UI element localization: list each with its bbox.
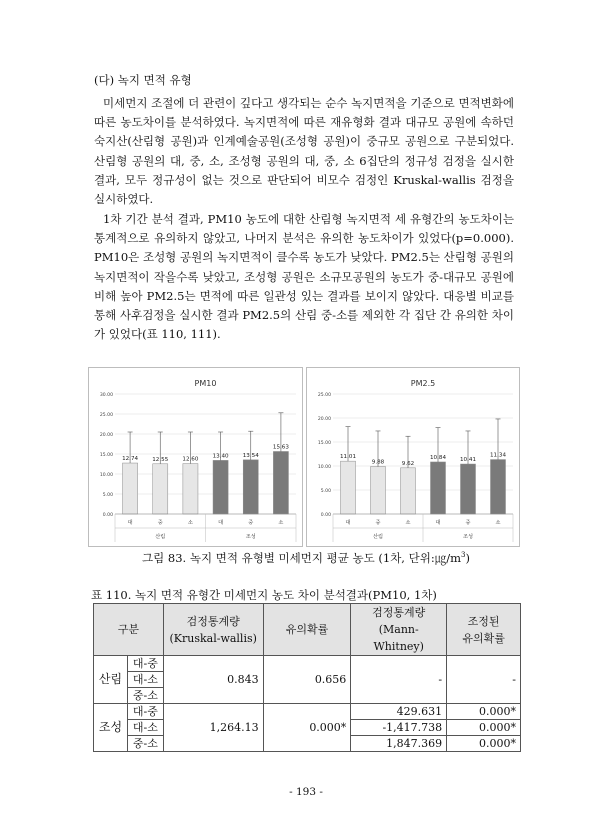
x-tick-label: 대 xyxy=(345,520,351,526)
data-label: 11.01 xyxy=(339,454,357,461)
pair-label: 중-소 xyxy=(127,736,163,752)
y-tick-label: 5.00 xyxy=(102,493,113,498)
adj-value: 0.000* xyxy=(447,720,521,736)
header-p: 유의확률 xyxy=(263,604,351,656)
chart-title: PM2.5 xyxy=(410,379,436,388)
y-tick-label: 0.00 xyxy=(102,513,113,518)
kw-value: 0.843 xyxy=(163,656,263,704)
header-adj: 조정된 유의확률 xyxy=(447,604,521,656)
data-label: 12.60 xyxy=(182,456,199,463)
adj-value: 0.000* xyxy=(447,736,521,752)
data-label: 9.88 xyxy=(371,459,385,466)
page-number: - 193 - xyxy=(289,786,323,798)
data-label: 9.62 xyxy=(401,460,415,467)
x-tick-label: 소 xyxy=(405,520,411,526)
mw-value: 1,847.369 xyxy=(351,736,447,752)
data-label: 15.63 xyxy=(272,444,289,451)
pm25-chart-svg xyxy=(307,368,519,546)
y-tick-label: 30.00 xyxy=(99,393,113,398)
mw-value: - xyxy=(351,656,447,704)
x-tick-label: 소 xyxy=(187,520,193,526)
group-label: 조성 xyxy=(462,534,474,540)
x-tick-label: 대 xyxy=(218,520,224,526)
pair-label: 대-중 xyxy=(127,704,163,720)
y-tick-label: 10.00 xyxy=(317,465,331,470)
x-tick-label: 대 xyxy=(435,520,441,526)
kw-value: 1,264.13 xyxy=(163,704,263,752)
y-tick-label: 15.00 xyxy=(317,441,331,446)
data-label: 10.84 xyxy=(429,454,447,461)
y-tick-label: 25.00 xyxy=(99,413,113,418)
paragraph-1: 미세먼지 조절에 더 관련이 깊다고 생각되는 순수 녹지면적을 기준으로 면적변화에 따른 농도차이를 분석하였다. 녹지면적에 따른 재유형화 결과 대규모 공원에 속하던 숙지산(산림형 공원)과 인계예술공원(조성형 공원)이 중규모 공원으로 구분되었다. 산림형 공원의 대, 중, 소, 조성형 공원의 대, 중, 소 6집단의 정규성 검정을 실시한 결과, 모두 정규성이 없는 것으로 판단되어 비모수 검정인 Kruskal-wallis 검정을 실시하였다. xyxy=(94,96,514,207)
bar xyxy=(123,463,138,514)
bar xyxy=(243,460,258,514)
figure-caption: 그림 83. 녹지 면적 유형별 미세먼지 평균 농도 (1차, 단위$:㎍/m^3$) xyxy=(142,551,470,565)
x-tick-label: 중 xyxy=(375,520,381,526)
data-label: 12.74 xyxy=(122,456,139,463)
table-caption: 표 110. 녹지 면적 유형간 미세먼지 농도 차이 분석결과(PM10, 1차) xyxy=(91,588,437,602)
pm10-chart xyxy=(88,367,303,547)
x-tick-label: 중 xyxy=(465,520,471,526)
section-heading: (다) 녹지 면적 유형 xyxy=(94,73,192,87)
mw-value: -1,417.738 xyxy=(351,720,447,736)
bar xyxy=(213,460,228,514)
bar xyxy=(431,462,446,514)
p-value: 0.000* xyxy=(263,704,351,752)
data-label: 11.34 xyxy=(489,452,507,459)
group-label: 산림 xyxy=(155,534,166,540)
data-label: 13.54 xyxy=(242,452,259,459)
paragraph-2: 1차 기간 분석 결과, PM10 농도에 대한 산림형 녹지면적 세 유형간의 농도차이는 통계적으로 유의하지 않았고, 나머지 분석은 유의한 농도차이가 있었다(p=0.000). PM10은 조성형 공원의 녹지면적이 클수록 농도가 낮았다. PM2.5는 산림형 공원의 녹지면적이 작을수록 낮았고, 조성형 공원은 소규모공원의 농도가 중-대규모 공원에 비해 높아 PM2.5는 면적에 따른 일관성 있는 결과를 보이지 않았다. 대응별 비교를 통해 사후검정을 실시한 결과 PM2.5의 산림 중-소를 제외한 각 집단 간 유의한 차이가 있었다(표 110, 111). xyxy=(94,212,514,342)
y-tick-label: 0.00 xyxy=(320,513,331,518)
bar xyxy=(341,461,356,514)
pair-label: 대-소 xyxy=(127,720,163,736)
adj-value: 0.000* xyxy=(447,704,521,720)
x-tick-label: 소 xyxy=(495,520,501,526)
y-tick-label: 20.00 xyxy=(317,417,331,422)
group-label: 조성 xyxy=(245,534,256,540)
y-tick-label: 10.00 xyxy=(99,473,113,478)
table-header-row xyxy=(94,604,521,656)
bar xyxy=(401,468,416,514)
bar xyxy=(461,464,476,514)
y-tick-label: 20.00 xyxy=(99,433,113,438)
mw-value: 429.631 xyxy=(351,704,447,720)
adj-value: - xyxy=(447,656,521,704)
group-label: 산림 xyxy=(372,534,384,540)
pair-label: 대-중 xyxy=(127,656,163,672)
chart-title: PM10 xyxy=(194,379,217,388)
pair-label: 중-소 xyxy=(127,688,163,704)
pm25-chart xyxy=(306,367,520,547)
y-tick-label: 5.00 xyxy=(320,489,331,494)
pair-label: 대-소 xyxy=(127,672,163,688)
results-table xyxy=(93,603,521,752)
x-tick-label: 대 xyxy=(127,520,133,526)
x-tick-label: 중 xyxy=(157,520,163,526)
group-label: 조성 xyxy=(94,704,128,752)
bar xyxy=(273,451,288,514)
data-label: 12.55 xyxy=(152,456,169,463)
bar xyxy=(153,464,168,514)
data-label: 13.40 xyxy=(212,453,229,460)
data-label: 10.41 xyxy=(459,457,477,464)
y-tick-label: 15.00 xyxy=(99,453,113,458)
table-row xyxy=(94,704,521,720)
x-tick-label: 소 xyxy=(278,520,284,526)
x-tick-label: 중 xyxy=(248,520,254,526)
p-value: 0.656 xyxy=(263,656,351,704)
table-row xyxy=(94,656,521,672)
header-kw: 검정통계량 (Kruskal-wallis) xyxy=(163,604,263,656)
bar xyxy=(183,464,198,514)
pm10-chart-svg xyxy=(89,368,302,546)
bar xyxy=(491,460,506,514)
bar xyxy=(371,467,386,514)
header-group: 구분 xyxy=(94,604,164,656)
y-tick-label: 25.00 xyxy=(317,393,331,398)
header-mw: 검정통계량 (Mann-Whitney) xyxy=(351,604,447,656)
group-label: 산림 xyxy=(94,656,128,704)
